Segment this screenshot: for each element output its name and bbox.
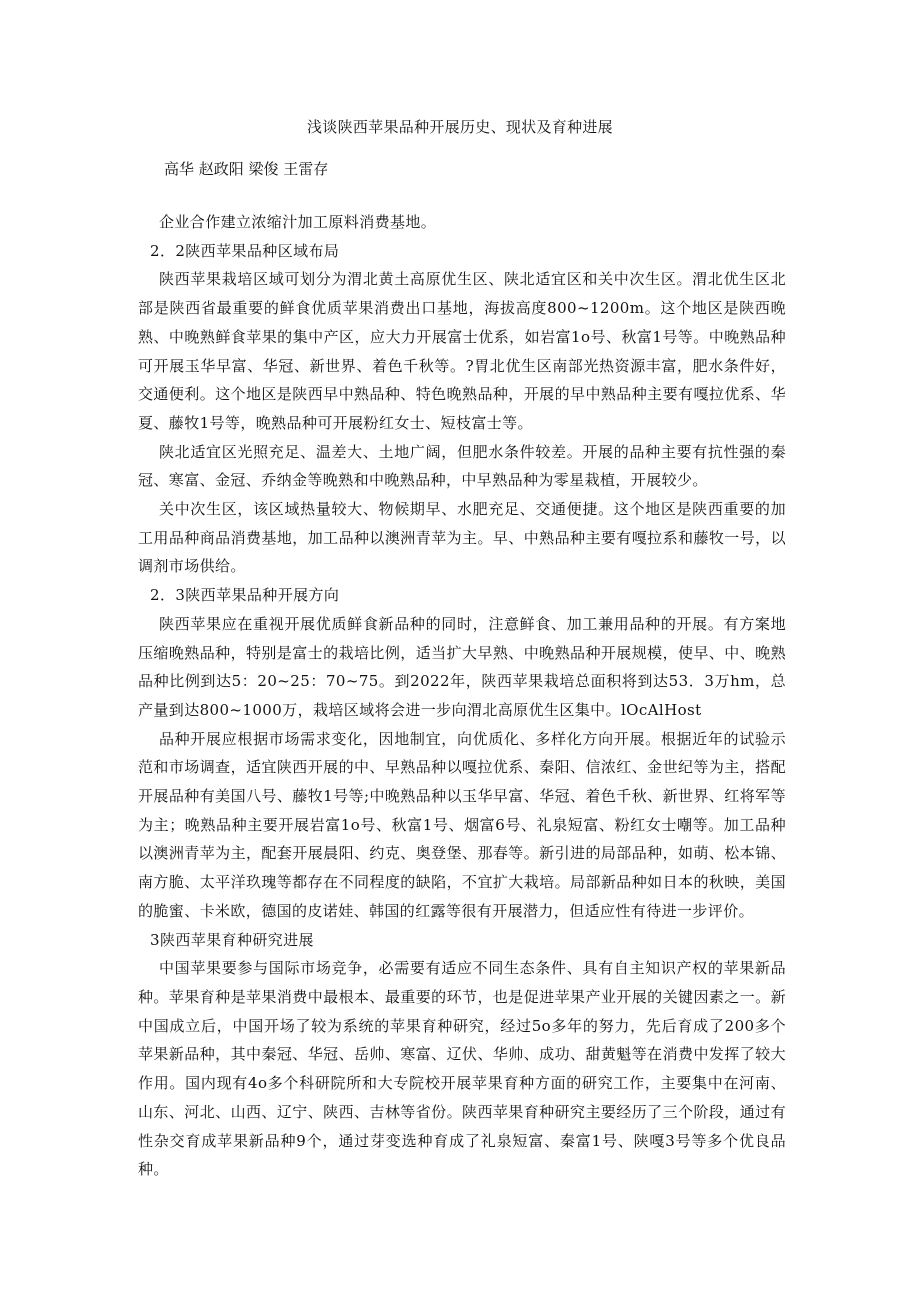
paragraph: 企业合作建立浓缩汁加工原料消费基地。 bbox=[159, 213, 437, 231]
author-list: 高华 赵政阳 梁俊 王雷存 bbox=[164, 160, 329, 178]
section-heading: 3陕西苹果育种研究进展 bbox=[150, 930, 314, 949]
document-title: 浅谈陕西苹果品种开展历史、现状及育种进展 bbox=[306, 118, 613, 136]
paragraph: 品种开展应根据市场需求变化，因地制宜，向优质化、多样化方向开展。根据近年的试验示范和市场调查，适宜陕西开展的中、早熟品种以嘎拉优系、秦阳、信浓红、金世纪等为主，搭配开展品种有美国八号、藤牧1号等;中晚熟品种以玉华早富、华冠、着色千秋、新世界、红将军等为主；晚熟品种主要开展岩富1o号、秋富1号、烟富6号、礼泉短富、粉红女士嘲等。加工品种以澳洲青苹为主，配套开展晨阳、约克、奥登堡、那春等。新引进的局部品种，如萌、松本锦、南方脆、太平洋玖瑰等都存在不同程度的缺陷，不宜扩大栽培。局部新品种如日本的秋映，美国的脆蜜、卡米欧，德国的皮诺娃、韩国的红露等很有开展潜力，但适应性有待进一步评价。 bbox=[138, 729, 786, 920]
paragraph: 中国苹果要参与国际市场竞争，必需要有适应不同生态条件、具有自主知识产权的苹果新品种。苹果育种是苹果消费中最根本、最重要的环节，也是促进苹果产业开展的关键因素之一。新中国成立后，中国开场了较为系统的苹果育种研究，经过5o多年的努力，先后育成了200多个苹果新品种，其中秦冠、华冠、岳帅、寒富、辽伏、华帅、成功、甜黄魁等在消费中发挥了较大作用。国内现有4o多个科研院所和大专院校开展苹果育种方面的研究工作，主要集中在河南、山东、河北、山西、辽宁、陕西、吉林等省份。陕西苹果育种研究主要经历了三个阶段，通过有性杂交育成苹果新品种9个，通过芽变选种育成了礼泉短富、秦富1号、陕嘎3号等多个优良品种。 bbox=[138, 959, 786, 1179]
paragraph: 陕西苹果栽培区域可划分为渭北黄土高原优生区、陕北适宜区和关中次生区。渭北优生区北部是陕西省最重要的鲜食优质苹果消费出口基地，海拔高度800~1200m。这个地区是陕西晚熟、中晚熟鲜食苹果的集中产区，应大力开展富士优系，如岩富1o号、秋富1号等。中晚熟品种可开展玉华早富、华冠、新世界、着色千秋等。?胃北优生区南部光热资源丰富，肥水条件好，交通便利。这个地区是陕西早中熟品种、特色晚熟品种，开展的早中熟品种主要有嘎拉优系、华夏、藤牧1号等，晚熟品种可开展粉红女士、短枝富士等。 bbox=[138, 270, 786, 432]
paragraph: 关中次生区，该区域热量较大、物候期早、水肥充足、交通便捷。这个地区是陕西重要的加工用品种商品消费基地，加工品种以澳洲青苹为主。早、中熟品种主要有嘎拉系和藤牧一号，以调剂市场供给。 bbox=[138, 500, 786, 576]
paragraph: 陕西苹果应在重视开展优质鲜食新品种的同时，注意鲜食、加工兼用品种的开展。有方案地压缩晚熟品种，特别是富士的栽培比例，适当扩大早熟、中晚熟品种开展规模，使早、中、晚熟品种比例到达5：20~25：70~75。到2022年，陕西苹果栽培总面积将到达53．3万hm，总产量到达800~1000万，栽培区域将会进一步向渭北高原优生区集中。lOcAlHost bbox=[138, 614, 786, 719]
section-heading: 2．3陕西苹果品种开展方向 bbox=[150, 586, 340, 605]
section-heading: 2．2陕西苹果品种区域布局 bbox=[150, 241, 340, 260]
document-body bbox=[138, 208, 786, 1184]
paragraph: 陕北适宜区光照充足、温差大、土地广阔，但肥水条件较差。开展的品种主要有抗性强的秦冠、寒富、金冠、乔纳金等晚熟和中晚熟品种，中早熟品种为零星栽植，开展较少。 bbox=[138, 442, 786, 490]
